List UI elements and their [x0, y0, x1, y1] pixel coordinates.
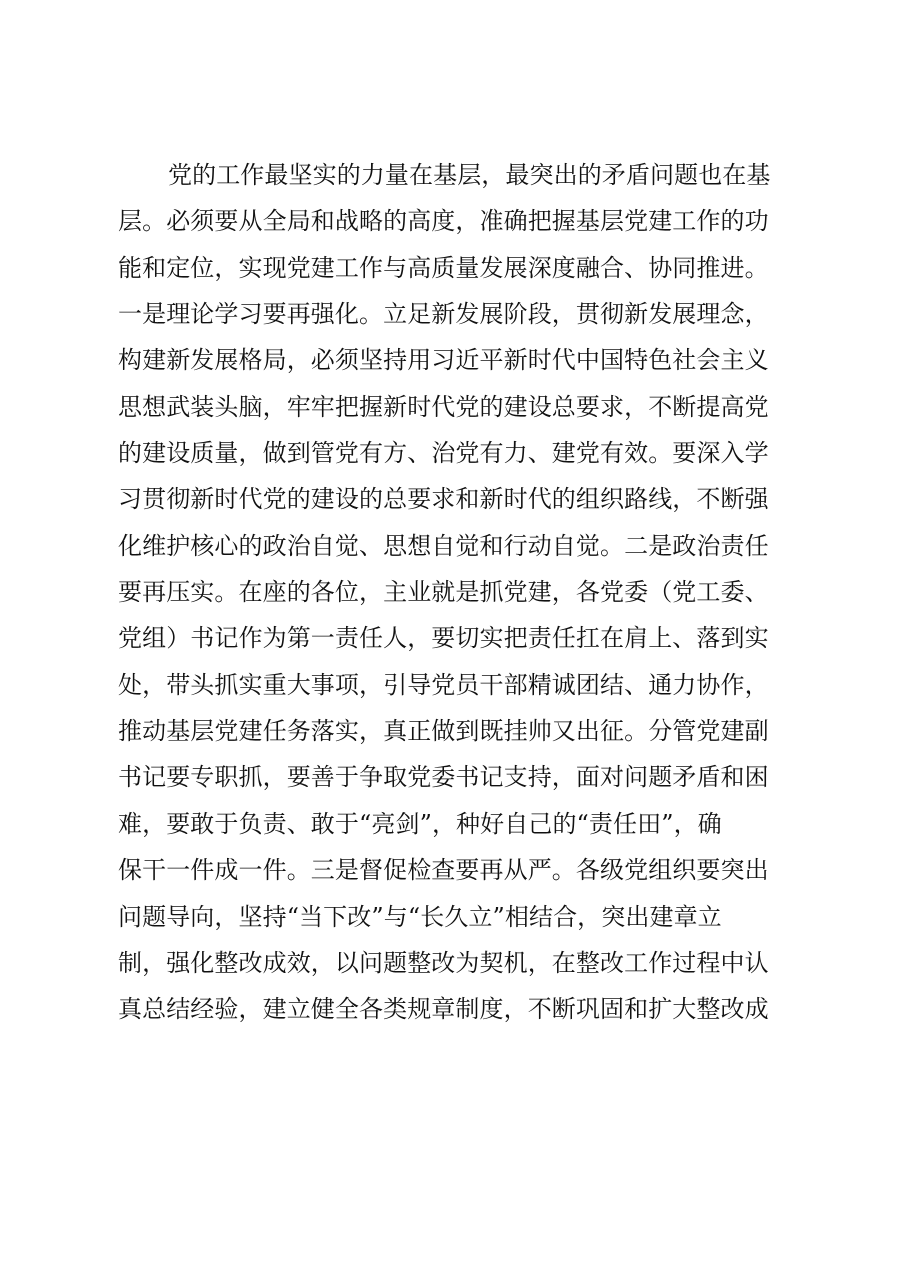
body-paragraph	[118, 152, 808, 1033]
text-line: 习贯彻新时代党的建设的总要求和新时代的组织路线，不断强	[118, 485, 769, 514]
text-line: 构建新发展格局，必须坚持用习近平新时代中国特色社会主义	[118, 346, 769, 375]
text-line: 化维护核心的政治自觉、思想自觉和行动自觉。二是政治责任	[118, 531, 769, 560]
text-line: 问题导向，坚持“当下改”与“长久立”相结合，突出建章立	[118, 902, 722, 931]
text-line: 一是理论学习要再强化。立足新发展阶段，贯彻新发展理念，	[118, 300, 769, 329]
text-line: 书记要专职抓，要善于争取党委书记支持，面对问题矛盾和困	[118, 763, 769, 792]
text-line: 制，强化整改成效，以问题整改为契机，在整改工作过程中认	[118, 948, 769, 977]
text-line: 真总结经验，建立健全各类规章制度，不断巩固和扩大整改成	[118, 995, 769, 1024]
text-line: 要再压实。在座的各位，主业就是抓党建，各党委（党工委、	[118, 578, 769, 607]
text-line: 保干一件成一件。三是督促检查要再从严。各级党组织要突出	[118, 856, 769, 885]
text-line: 思想武装头脑，牢牢把握新时代党的建设总要求，不断提高党	[118, 392, 769, 421]
text-line: 推动基层党建任务落实，真正做到既挂帅又出征。分管党建副	[118, 717, 769, 746]
text-line: 能和定位，实现党建工作与高质量发展深度融合、协同推进。	[118, 253, 769, 282]
text-line: 难，要敢于负责、敢于“亮剑”，种好自己的“责任田”，确	[118, 809, 722, 838]
text-line: 层。必须要从全局和战略的高度，准确把握基层党建工作的功	[118, 207, 769, 236]
text-line: 处，带头抓实重大事项，引导党员干部精诚团结、通力协作，	[118, 670, 769, 699]
text-line: 党的工作最坚实的力量在基层，最突出的矛盾问题也在基	[168, 161, 771, 189]
text-line: 党组）书记作为第一责任人，要切实把责任扛在肩上、落到实	[118, 624, 769, 653]
text-line: 的建设质量，做到管党有方、治党有力、建党有效。要深入学	[118, 439, 769, 468]
